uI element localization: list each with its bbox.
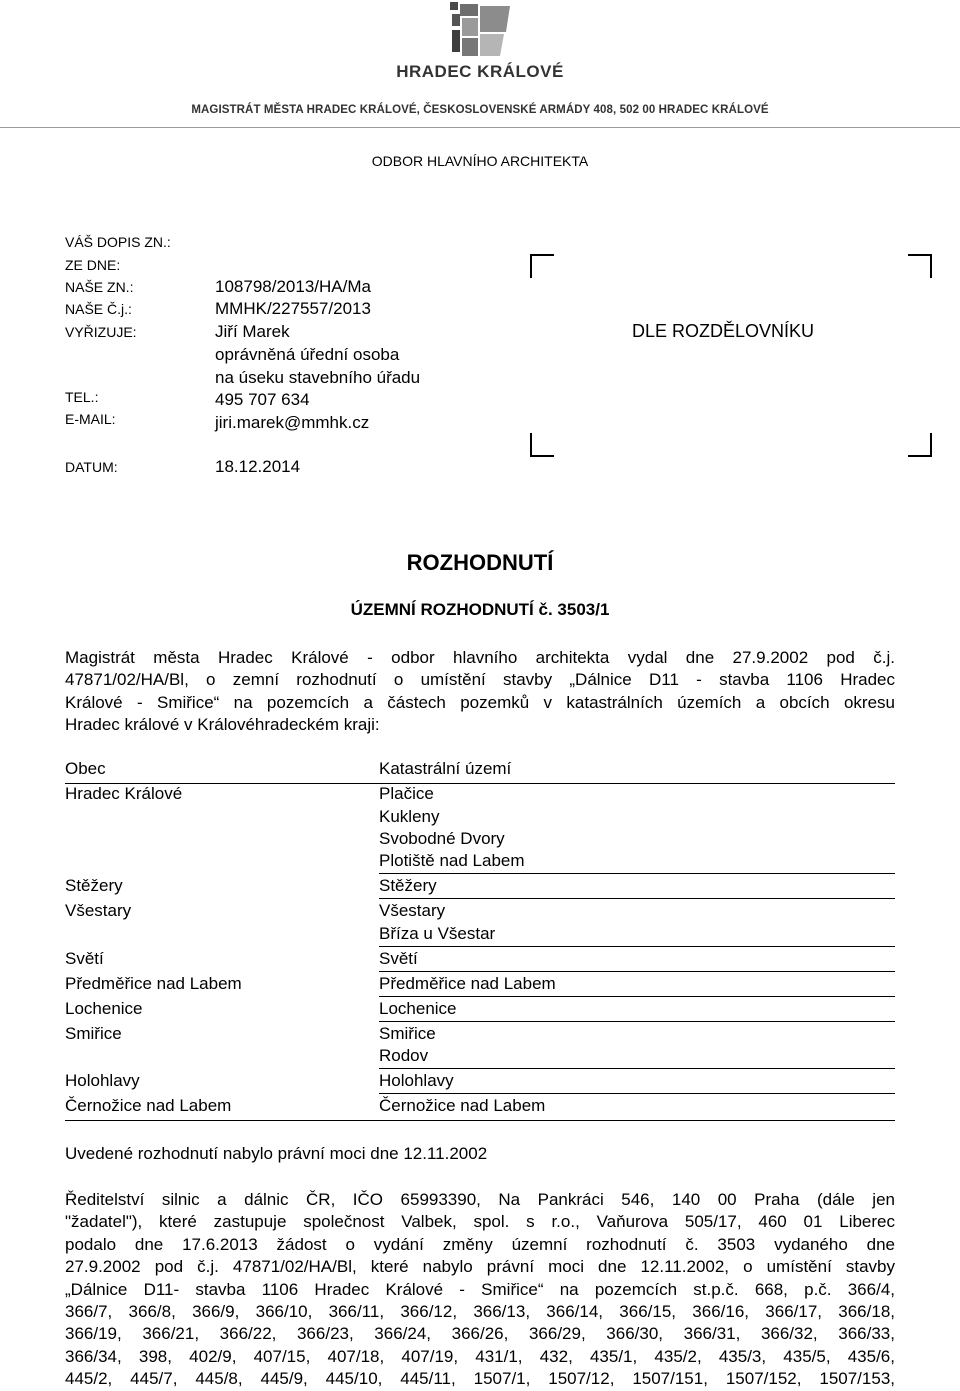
table-row-divider — [379, 898, 895, 899]
table-cell-cadastral-area: Rodov — [379, 1046, 429, 1065]
table-header-municipality: Obec — [65, 759, 106, 778]
body-line: 27.9.2002 pod č.j. 47871/02/HA/Bl, které nabylo právní moci dne 12.11.2002, o umístění stavby — [65, 1257, 895, 1277]
legal-effect-statement: Uvedené rozhodnutí nabylo právní moci dne 12.11.2002 — [65, 1144, 488, 1163]
tel-value: 495 707 634 — [215, 390, 310, 409]
table-cell-cadastral-area: Kukleny — [379, 807, 440, 826]
table-cell-cadastral-area: Smiřice — [379, 1024, 436, 1043]
table-row-divider — [379, 1021, 895, 1022]
table-cell-cadastral-area: Světí — [379, 949, 418, 968]
table-bottom-divider — [65, 1120, 895, 1121]
table-row-divider — [379, 971, 895, 972]
table-cell-cadastral-area: Stěžery — [379, 876, 437, 895]
table-cell-municipality: Smiřice — [65, 1024, 122, 1043]
address-window-corner — [908, 254, 932, 278]
body-line: podalo dne 17.6.2013 žádost o vydání změny územní rozhodnutí č. 3503 vydaného dne — [65, 1234, 895, 1254]
table-cell-municipality: Černožice nad Labem — [65, 1096, 232, 1115]
table-row-divider — [379, 1068, 895, 1069]
table-cell-municipality: Hradec Králové — [65, 784, 183, 803]
table-row-divider — [379, 996, 895, 997]
decision-subtitle: ÚZEMNÍ ROZHODNUTÍ č. 3503/1 — [350, 600, 610, 619]
handled-by-role: oprávněná úřední osoba — [215, 345, 400, 364]
office-address: MAGISTRÁT MĚSTA HRADEC KRÁLOVÉ, ČESKOSLOVENSKÉ ARMÁDY 408, 502 00 HRADEC KRÁLOVÉ — [191, 104, 769, 116]
decision-title: ROZHODNUTÍ — [406, 550, 554, 575]
application-paragraph — [65, 1189, 895, 1391]
our-ref-value: 108798/2013/HA/Ma — [215, 277, 371, 296]
email-value: jiri.marek@mmhk.cz — [215, 413, 370, 432]
body-line: 366/34, 398, 402/9, 407/15, 407/18, 407/19, 431/1, 432, 435/1, 435/2, 435/3, 435/5, 435/6, — [65, 1346, 895, 1366]
header-divider — [0, 127, 960, 128]
table-cell-cadastral-area: Černožice nad Labem — [379, 1096, 546, 1115]
address-window-corner — [530, 433, 554, 457]
date-value: 18.12.2014 — [215, 457, 301, 476]
table-cell-cadastral-area: Všestary — [379, 901, 446, 920]
our-file-label: NAŠE Č.j.: — [65, 301, 132, 317]
address-window-corner — [908, 433, 932, 457]
table-row-divider — [379, 873, 895, 874]
handled-by-office: na úseku stavebního úřadu — [215, 368, 421, 387]
our-file-value: MMHK/227557/2013 — [215, 299, 371, 318]
tel-label: TEL.: — [65, 389, 99, 405]
table-cell-cadastral-area: Lochenice — [379, 999, 457, 1018]
handled-by-label: VYŘIZUJE: — [65, 324, 137, 340]
your-letter-label: VÁŠ DOPIS ZN.: — [65, 234, 171, 250]
handled-by-name: Jiří Marek — [215, 322, 290, 341]
table-cell-municipality: Všestary — [65, 901, 132, 920]
email-label: E-MAIL: — [65, 411, 116, 427]
department-name: ODBOR HLAVNÍHO ARCHITEKTA — [371, 153, 589, 169]
body-line: 445/2, 445/7, 445/8, 445/9, 445/10, 445/11, 1507/1, 1507/12, 1507/151, 1507/152, 1507/153, — [65, 1369, 895, 1389]
intro-line: Magistrát města Hradec Králové - odbor hlavního architekta vydal dne 27.9.2002 pod č.j. — [65, 648, 895, 667]
table-cell-municipality: Stěžery — [65, 876, 123, 895]
intro-line: Králové - Smiřice“ na pozemcích a částech pozemků v katastrálních územích a obcích okresu — [65, 692, 895, 712]
our-ref-label: NAŠE ZN.: — [65, 279, 134, 295]
table-cell-cadastral-area: Plačice — [379, 784, 434, 803]
body-line: Ředitelství silnic a dálnic ČR, IČO 65993390, Na Pankráci 546, 140 00 Praha (dále jen — [65, 1190, 895, 1209]
table-cell-municipality: Holohlavy — [65, 1071, 140, 1090]
body-line: „Dálnice D11- stavba 1106 Hradec Králové - Smiřice“ na pozemcích st.p.č. 668, p.č. 366/4, — [65, 1279, 895, 1299]
table-row-divider — [379, 1093, 895, 1094]
recipient: DLE ROZDĚLOVNÍKU — [632, 321, 815, 341]
table-row-divider — [379, 946, 895, 947]
table-cell-municipality: Předměřice nad Labem — [65, 974, 242, 993]
table-cell-municipality: Světí — [65, 949, 104, 968]
body-line: 366/19, 366/21, 366/22, 366/23, 366/24, 366/26, 366/29, 366/30, 366/31, 366/32, 366/33, — [65, 1324, 895, 1344]
table-cell-cadastral-area: Svobodné Dvory — [379, 829, 505, 848]
table-header-cadastral-area: Katastrální území — [379, 759, 512, 778]
intro-line: Hradec králové v Královéhradeckém kraji: — [65, 715, 380, 735]
table-cell-municipality: Lochenice — [65, 999, 143, 1018]
table-cell-cadastral-area: Holohlavy — [379, 1071, 454, 1090]
city-name: HRADEC KRÁLOVÉ — [396, 62, 564, 81]
intro-paragraph — [65, 647, 895, 737]
city-logo — [448, 2, 512, 58]
table-cell-cadastral-area: Bříza u Všestar — [379, 924, 496, 943]
date-label: DATUM: — [65, 459, 118, 475]
body-line: "žadatel"), které zastupuje společnost Valbek, spol. s r.o., Vaňurova 505/17, 460 01 Liberec — [65, 1212, 895, 1232]
table-cell-cadastral-area: Plotiště nad Labem — [379, 851, 525, 870]
intro-line: 47871/02/HA/Bl, o zemní rozhodnutí o umístění stavby „Dálnice D11 - stavba 1106 Hradec — [65, 670, 895, 690]
table-header-divider — [65, 783, 895, 784]
dated-label: ZE DNE: — [65, 257, 121, 273]
address-window-corner — [530, 254, 554, 278]
body-line: 366/7, 366/8, 366/9, 366/10, 366/11, 366/12, 366/13, 366/14, 366/15, 366/16, 366/17, 366/18, — [65, 1302, 895, 1322]
table-cell-cadastral-area: Předměřice nad Labem — [379, 974, 556, 993]
